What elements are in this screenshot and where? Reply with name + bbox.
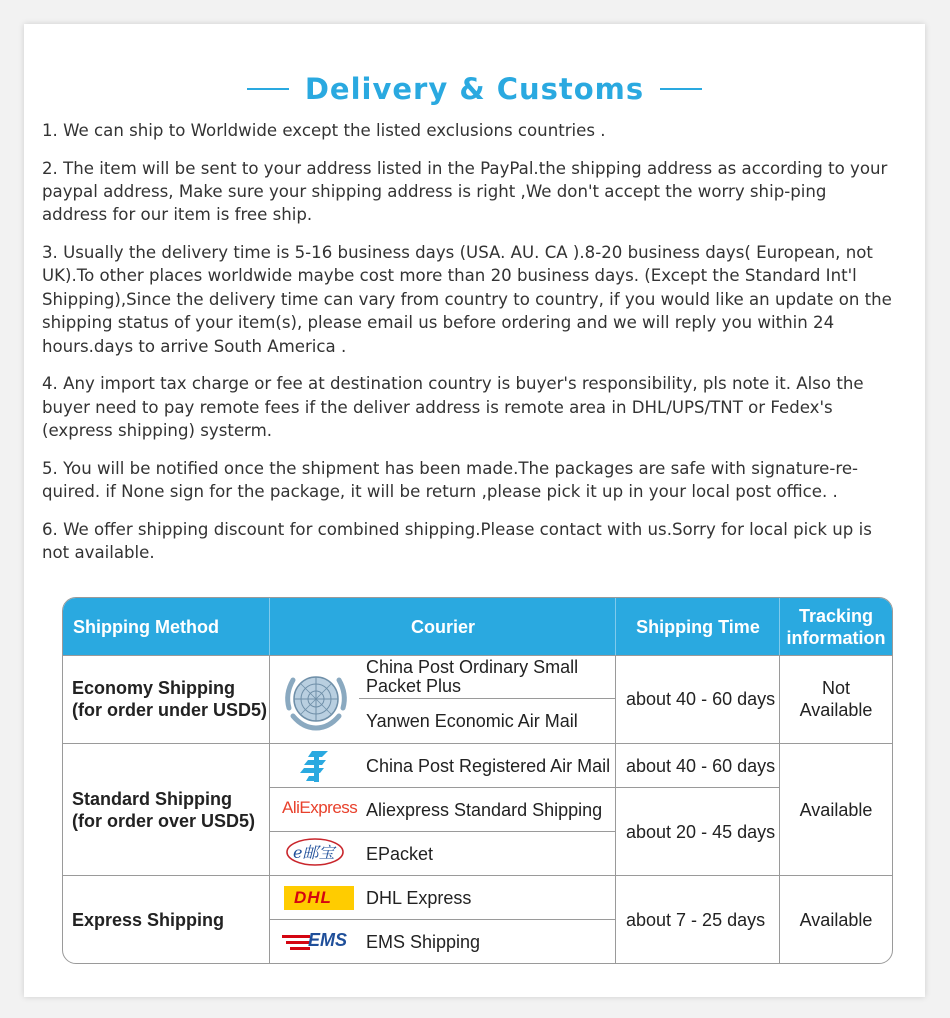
policy-item: 4. Any import tax charge or fee at destination country is buyer's responsibility, pls note it. Also the buyer need to pay remote fees if the deliver address is remote area in DHL/UPS/TNT or Fedex's (express shipping) systerm.: [42, 374, 864, 441]
un-emblem-logo: [281, 664, 351, 734]
time-express: about 7 - 25 days: [626, 909, 766, 930]
courier-china-post-small-packet: [366, 656, 614, 698]
china-post-logo: [298, 748, 334, 784]
header-tracking-line2: information: [786, 627, 886, 648]
aliexpress-logo-text: AliExpress: [282, 798, 358, 817]
courier-dhl-express: DHL Express: [366, 887, 472, 908]
policy-item: 6. We offer shipping discount for combined shipping.Please contact with us.Sorry for local pick up is not available.: [42, 519, 872, 563]
ems-logo: [282, 930, 362, 954]
tracking-express: Available: [799, 909, 873, 930]
epacket-logo: [285, 835, 345, 869]
courier-china-post-registered: China Post Registered Air Mail: [366, 755, 611, 776]
header-courier: Courier: [270, 598, 616, 655]
aliexpress-logo: [282, 798, 362, 822]
tracking-standard: Available: [799, 799, 873, 820]
header-divider: [615, 598, 616, 655]
method-economy-name: Economy Shipping: [72, 678, 236, 698]
time-standard-other: about 20 - 45 days: [626, 821, 776, 842]
courier-name-cont: Packet Plus: [366, 676, 462, 696]
epacket-logo-text: e邮宝: [293, 843, 335, 862]
courier-aliexpress-standard: Aliexpress Standard Shipping: [366, 799, 603, 820]
tracking-economy: [780, 655, 892, 743]
method-express: Express Shipping: [72, 909, 225, 930]
method-standard-note: (for order over USD5): [72, 810, 256, 831]
method-standard-name: Standard Shipping: [72, 788, 232, 809]
time-economy: about 40 - 60 days: [626, 689, 776, 709]
method-standard: [72, 744, 269, 875]
title-left-rule: [247, 88, 289, 90]
tracking-available: Available: [799, 700, 873, 720]
header-tracking-line1: Tracking: [798, 605, 874, 626]
courier-name: China Post Ordinary Small: [366, 657, 579, 677]
policy-item: 1. We can ship to Worldwide except the listed exclusions countries .: [42, 121, 606, 140]
policy-item: 3. Usually the delivery time is 5-16 business days (USA. AU. CA ).8-20 business days( European, not UK).To other places worldwide maybe cost more than 20 business days. (Except the Standard Int'l Shipping),Since the delivery time can vary from country to country, if you would like an update on the shipping status of your item(s), please email us before ordering and we will reply you within 24 hours.days to arrive South America .: [42, 243, 892, 356]
policy-item: 5. You will be notified once the shipment has been made.The packages are safe with signature-re-quired. if None sign for the package, it will be return ,please pick it up in your local post office. .: [42, 458, 859, 502]
courier-epacket: EPacket: [366, 843, 434, 864]
method-economy-note: (for order under USD5): [72, 700, 268, 720]
dhl-logo-text: DHL: [294, 888, 332, 907]
policy-item: 2. The item will be sent to your address listed in the PayPal.the shipping address as according to your paypal address, Make sure your shipping address is right ,We don't accept the worry ship-ping address for our item is free ship.: [42, 158, 888, 225]
header-shipping-time: Shipping Time: [616, 598, 780, 655]
title-right-rule: [660, 88, 702, 90]
courier-yanwen: Yanwen Economic Air Mail: [366, 711, 578, 731]
ems-logo-text: EMS: [308, 930, 348, 950]
column-divider: [269, 655, 270, 963]
section-title: Delivery & Customs: [304, 72, 645, 106]
tracking-not: Not: [821, 678, 850, 698]
delivery-customs-card: [24, 24, 925, 997]
section-header: [24, 64, 925, 114]
header-divider: [779, 598, 780, 655]
header-shipping-method: Shipping Method: [63, 598, 270, 655]
method-economy: [72, 655, 269, 743]
shipping-table: [62, 597, 893, 964]
time-standard-registered: about 40 - 60 days: [626, 755, 776, 776]
dhl-logo: [284, 886, 354, 910]
header-divider: [269, 598, 270, 655]
policy-list: [42, 119, 892, 579]
courier-ems: EMS Shipping: [366, 931, 481, 952]
header-tracking: [780, 598, 892, 655]
